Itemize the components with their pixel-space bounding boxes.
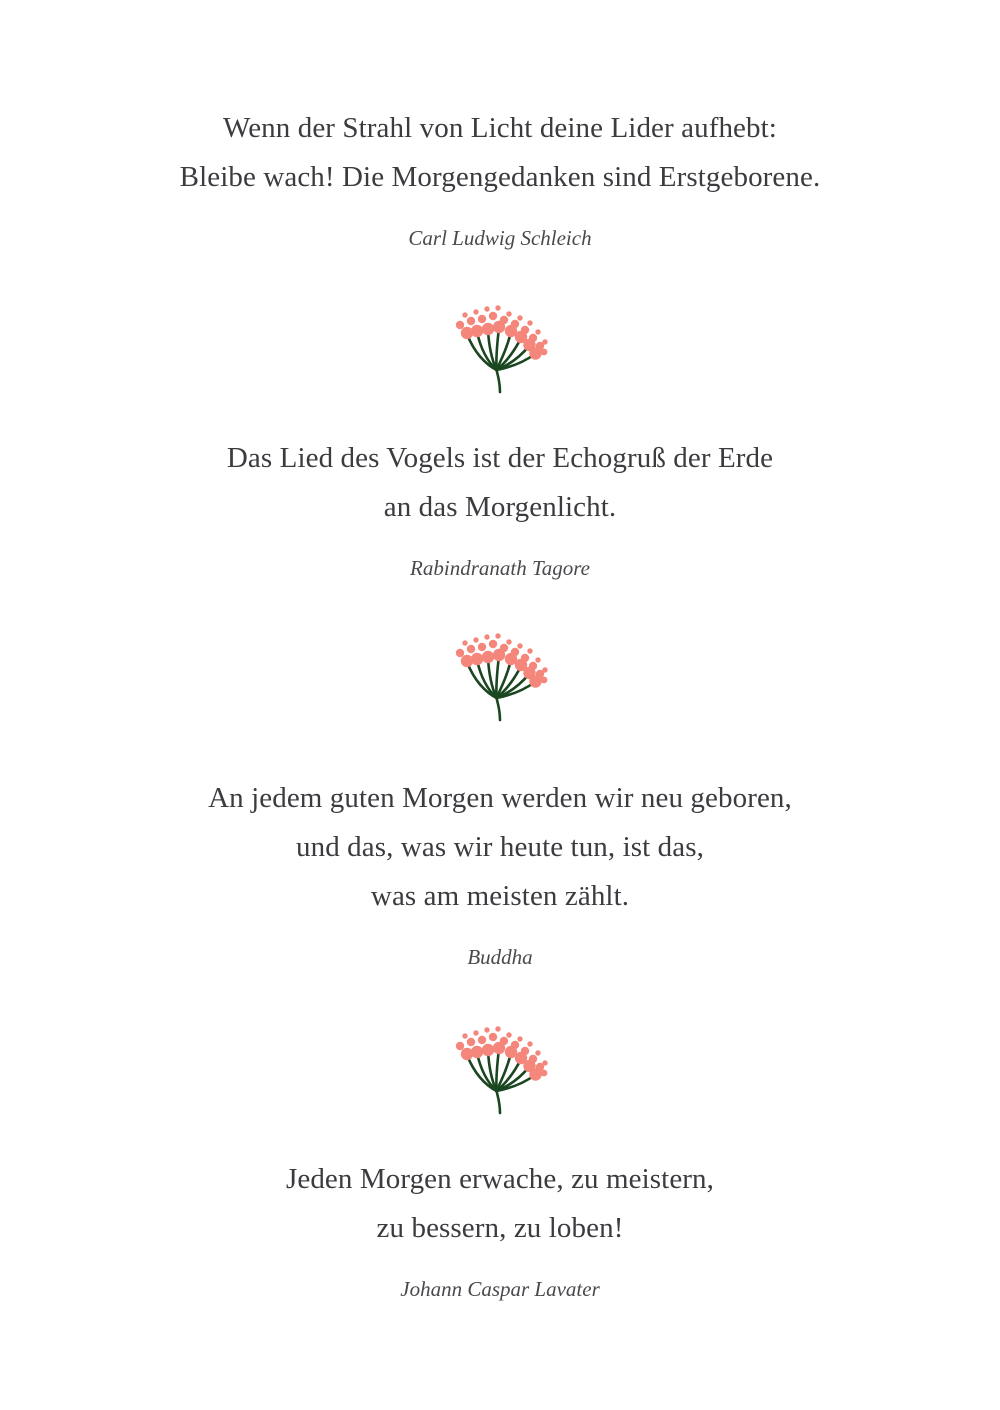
dandelion-flower-icon bbox=[441, 1011, 559, 1115]
quote-line: und das, was wir heute tun, ist das, bbox=[296, 831, 704, 863]
quote-attribution: Carl Ludwig Schleich bbox=[408, 226, 592, 250]
quote-line: zu bessern, zu loben! bbox=[376, 1212, 624, 1244]
dandelion-flower-icon bbox=[441, 618, 559, 722]
quote-attribution: Johann Caspar Lavater bbox=[400, 1277, 600, 1301]
quote-block bbox=[0, 434, 1000, 582]
quote-line: An jedem guten Morgen werden wir neu geboren, bbox=[208, 782, 792, 814]
quote-line: Bleibe wach! Die Morgengedanken sind Erstgeborene. bbox=[179, 161, 821, 193]
quote-line: was am meisten zählt. bbox=[370, 880, 630, 912]
quote-line: Jeden Morgen erwache, zu meistern, bbox=[285, 1163, 715, 1195]
quote-block bbox=[0, 1155, 1000, 1303]
quote-line: an das Morgenlicht. bbox=[383, 491, 617, 523]
quote-line: Wenn der Strahl von Licht deine Lider aufhebt: bbox=[223, 112, 777, 144]
quote-line: Das Lied des Vogels ist der Echogruß der Erde bbox=[226, 442, 774, 474]
quote-block bbox=[0, 774, 1000, 971]
quote-text bbox=[0, 434, 1000, 532]
dandelion-flower-icon bbox=[441, 290, 559, 394]
quote-attribution: Buddha bbox=[467, 945, 533, 969]
quote-text bbox=[0, 104, 1000, 202]
quote-block bbox=[0, 104, 1000, 252]
quote-text bbox=[0, 774, 1000, 921]
quote-attribution: Rabindranath Tagore bbox=[410, 556, 590, 580]
quote-text bbox=[0, 1155, 1000, 1253]
